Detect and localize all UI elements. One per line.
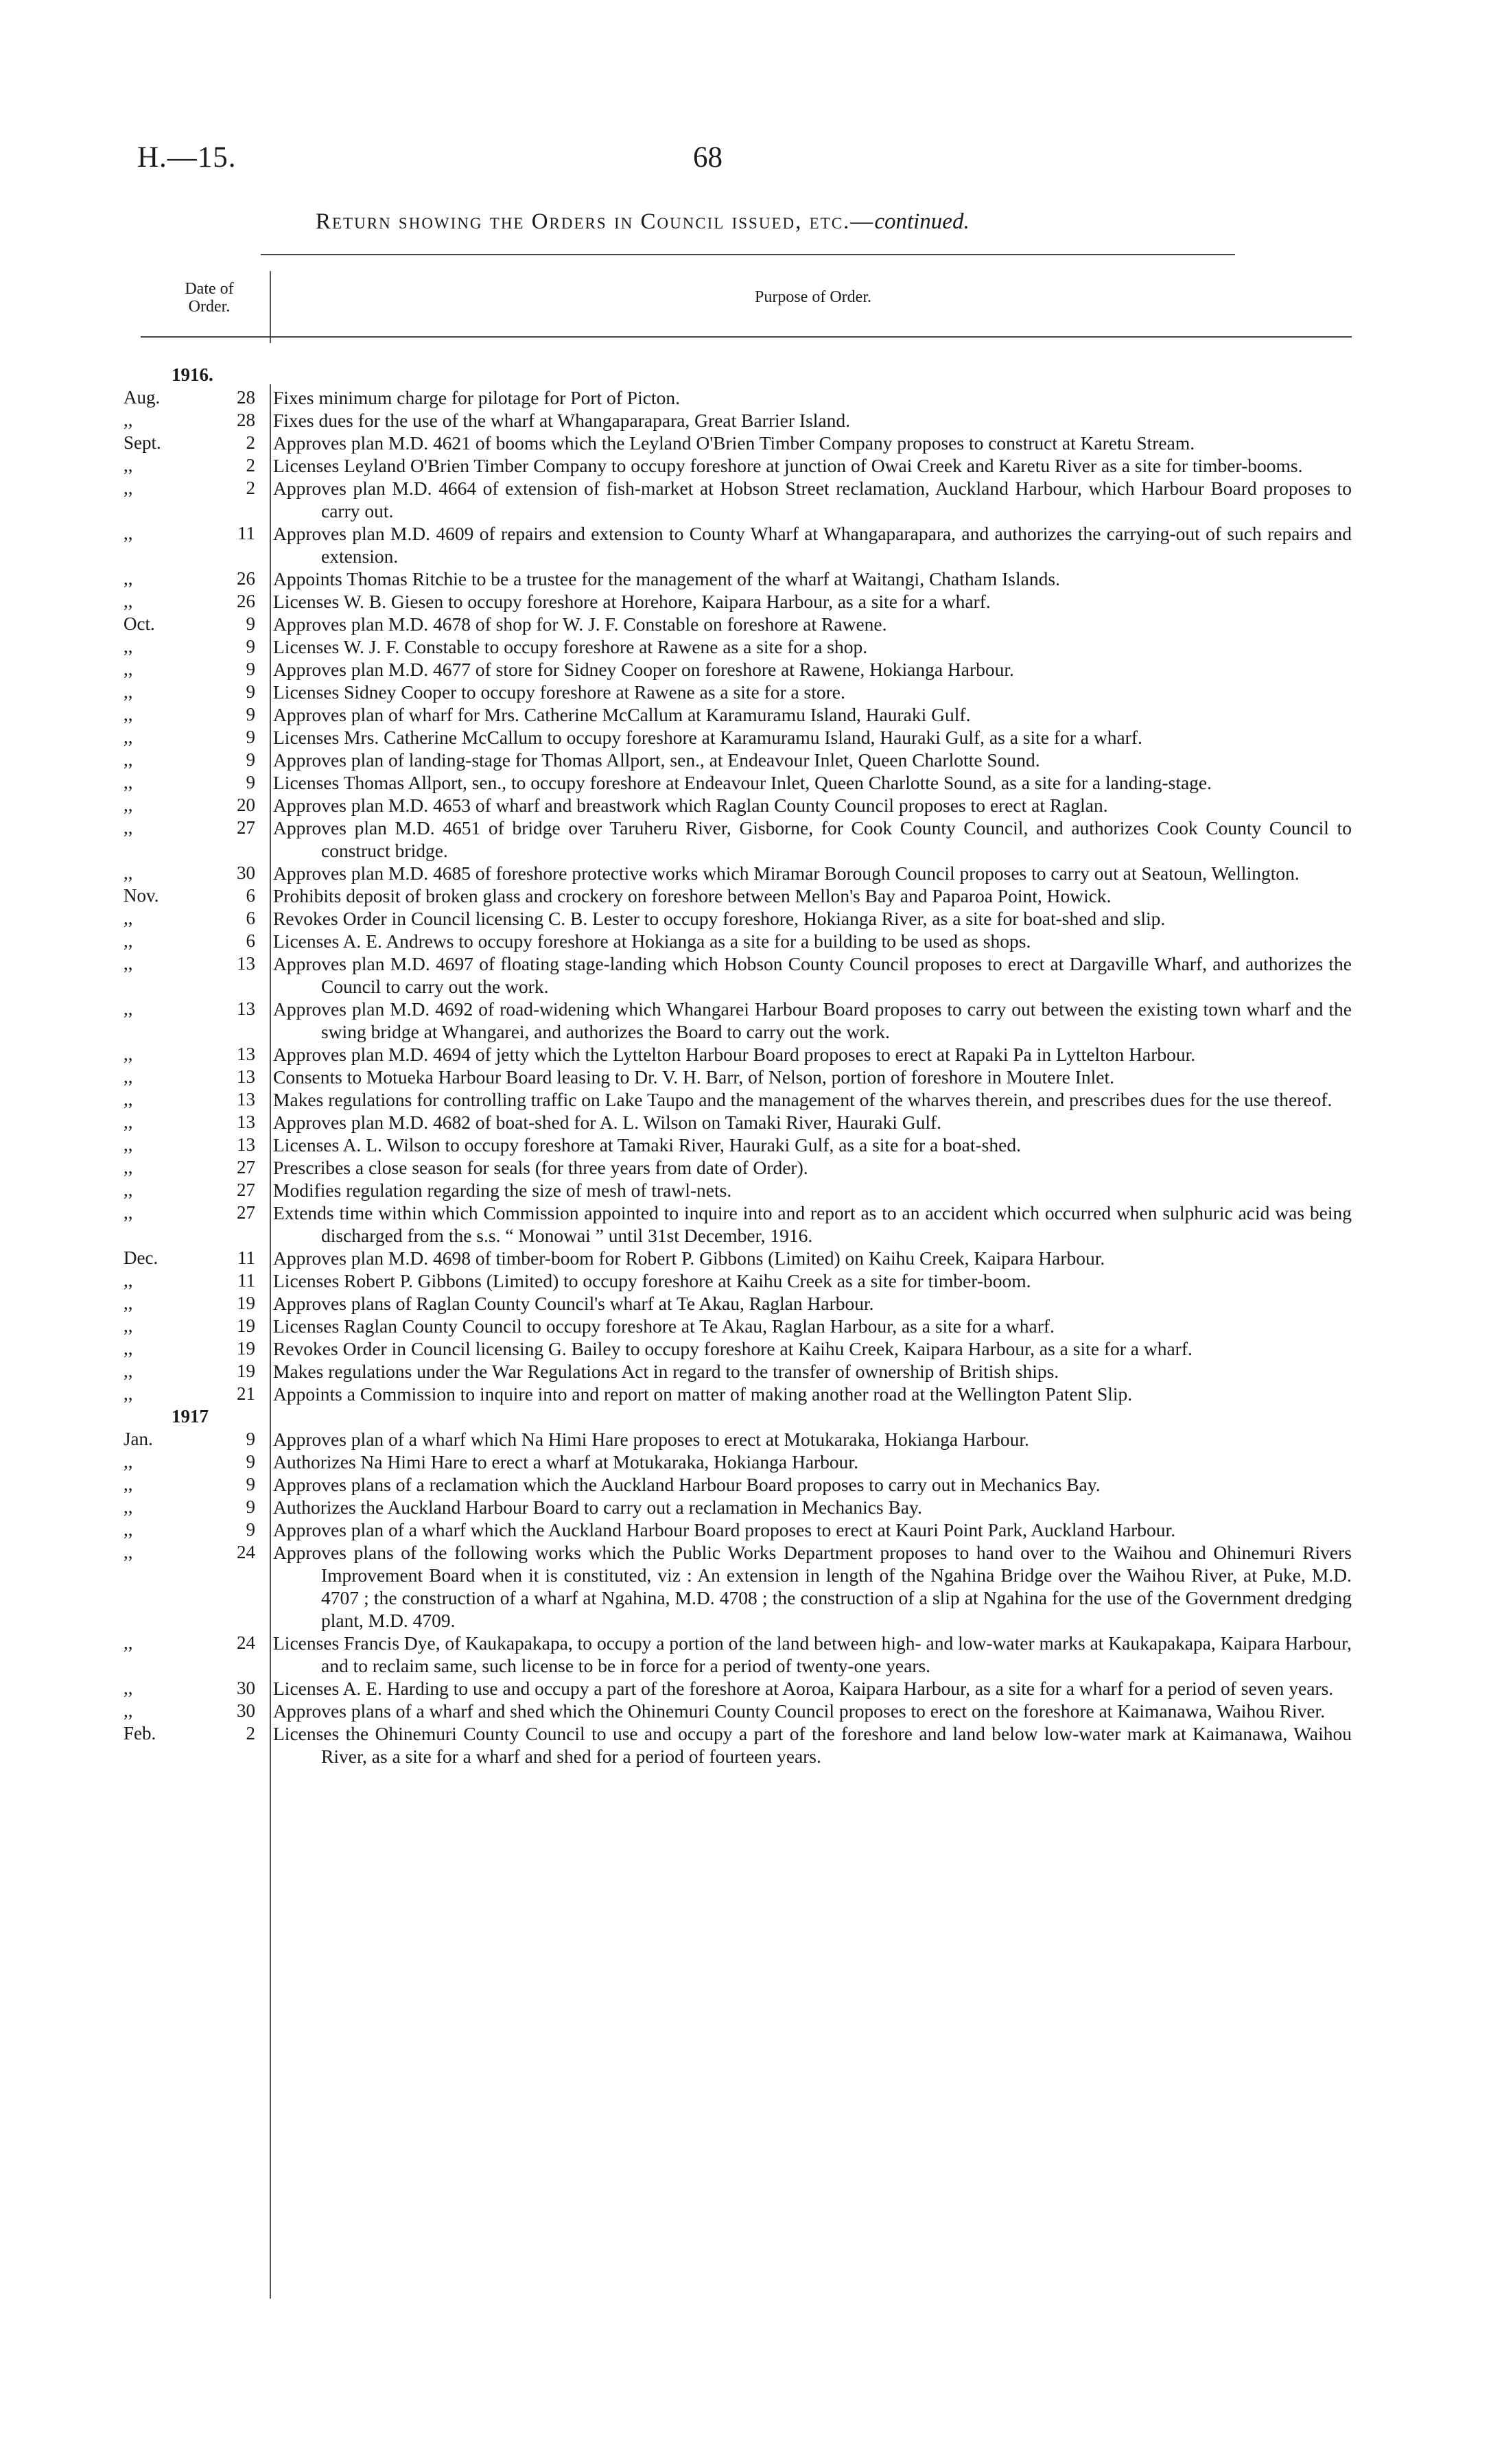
order-day: 9 bbox=[246, 727, 255, 747]
order-day: 6 bbox=[246, 908, 255, 928]
order-month: Dec. bbox=[124, 1247, 159, 1268]
order-date bbox=[124, 884, 261, 907]
table-row bbox=[124, 884, 1352, 907]
order-purpose: Extends time within which Commission appointed to inquire into and report as to an accident which occurred when sulphuric acid was being discharged from the s.s. “ Monowai ” until 31st December, 1916. bbox=[273, 1202, 1352, 1246]
order-purpose: Approves plans of a wharf and shed which the Ohinemuri County Council proposes to erect on the foreshore at Kaimanawa, Waihou River. bbox=[273, 1700, 1326, 1722]
order-month: ,, bbox=[124, 1202, 133, 1223]
order-day: 24 bbox=[237, 1632, 255, 1653]
order-day: 27 bbox=[237, 1202, 255, 1223]
order-date bbox=[124, 522, 261, 545]
table-row bbox=[124, 1156, 1352, 1179]
order-month: ,, bbox=[124, 1361, 133, 1381]
order-purpose: Approves plan M.D. 4621 of booms which the Leyland O'Brien Timber Company proposes to construct at Karetu Stream. bbox=[273, 432, 1195, 454]
order-date bbox=[124, 952, 261, 975]
order-day: 9 bbox=[246, 772, 255, 793]
order-purpose: Approves plan of wharf for Mrs. Catherine McCallum at Karamuramu Island, Hauraki Gulf. bbox=[273, 704, 971, 725]
order-purpose: Approves plan M.D. 4685 of foreshore protective works which Miramar Borough Council proposes to carry out at Seatoun, Wellington. bbox=[273, 863, 1300, 884]
order-purpose: Approves plan of landing-stage for Thomas Allport, sen., at Endeavour Inlet, Queen Charlotte Sound. bbox=[273, 749, 1040, 771]
order-date bbox=[124, 1156, 261, 1179]
table-row bbox=[124, 749, 1352, 771]
order-date bbox=[124, 1179, 261, 1201]
order-purpose: Approves plan M.D. 4698 of timber-boom for Robert P. Gibbons (Limited) on Kaihu Creek, Kaipara Harbour. bbox=[273, 1247, 1105, 1269]
order-purpose: Licenses the Ohinemuri County Council to use and occupy a part of the foreshore and land below low-water mark at Kaimanawa, Waihou River, as a site for a wharf and shed for a period of fourteen years. bbox=[273, 1723, 1352, 1767]
order-date bbox=[124, 726, 261, 749]
column-header-date: Date of Order. bbox=[185, 280, 234, 316]
table-row bbox=[124, 1496, 1352, 1518]
order-date bbox=[124, 658, 261, 681]
order-day: 13 bbox=[237, 953, 255, 974]
order-day: 9 bbox=[246, 704, 255, 725]
order-day: 13 bbox=[237, 1112, 255, 1132]
table-row bbox=[124, 1269, 1352, 1292]
order-date bbox=[124, 1700, 261, 1722]
order-day: 27 bbox=[237, 817, 255, 838]
order-month: ,, bbox=[124, 795, 133, 815]
order-purpose: Approves plans of the following works which the Public Works Department proposes to hand over to the Waihou and Ohinemuri Rivers Improvement Board when it is constituted, viz : An extension in length of the Ngahina Bridge over the Waihou River, at Puke, M.D. 4707 ; the construction of a wharf at Ngahina, M.D. 4708 ; the construction of a slip at Ngahina for the use of the Government dredging plant, M.D. 4709. bbox=[273, 1542, 1352, 1631]
order-month: ,, bbox=[124, 1293, 133, 1313]
table-row bbox=[124, 1677, 1352, 1700]
order-month: ,, bbox=[124, 1632, 133, 1653]
order-date bbox=[124, 386, 261, 409]
order-purpose: Modifies regulation regarding the size of mesh of trawl-nets. bbox=[273, 1180, 732, 1201]
order-purpose: Licenses Leyland O'Brien Timber Company to occupy foreshore at junction of Owai Creek and Karetu River as a site for timber-booms. bbox=[273, 455, 1303, 476]
order-date bbox=[124, 613, 261, 635]
order-day: 11 bbox=[237, 1247, 255, 1268]
order-day: 11 bbox=[237, 1270, 255, 1291]
order-date bbox=[124, 1201, 261, 1224]
order-month: Jan. bbox=[124, 1429, 153, 1449]
order-purpose: Licenses A. E. Harding to use and occupy a part of the foreshore at Aoroa, Kaipara Harbour, as a site for a wharf for a period of seven years. bbox=[273, 1678, 1334, 1699]
order-month: ,, bbox=[124, 523, 133, 543]
order-date bbox=[124, 1134, 261, 1156]
order-date bbox=[124, 1451, 261, 1473]
table-row bbox=[124, 1201, 1352, 1247]
order-date bbox=[124, 1111, 261, 1134]
order-day: 2 bbox=[246, 432, 255, 453]
order-month: ,, bbox=[124, 863, 133, 883]
order-month: Nov. bbox=[124, 885, 159, 906]
order-month: ,, bbox=[124, 636, 133, 657]
order-purpose: Appoints a Commission to inquire into and report on matter of making another road at the Wellington Patent Slip. bbox=[273, 1383, 1133, 1405]
table-row bbox=[124, 726, 1352, 749]
table-row bbox=[124, 409, 1352, 432]
order-day: 13 bbox=[237, 1066, 255, 1087]
order-month: ,, bbox=[124, 681, 133, 702]
order-day: 21 bbox=[237, 1383, 255, 1404]
table-row bbox=[124, 1247, 1352, 1269]
order-day: 9 bbox=[246, 1497, 255, 1517]
table-row bbox=[124, 1066, 1352, 1088]
order-day: 9 bbox=[246, 613, 255, 634]
document-reference: H.—15. bbox=[137, 141, 237, 174]
table-row bbox=[124, 658, 1352, 681]
order-purpose: Approves plan M.D. 4682 of boat-shed for A. L. Wilson on Tamaki River, Hauraki Gulf. bbox=[273, 1112, 941, 1133]
order-date bbox=[124, 1088, 261, 1111]
order-month: Feb. bbox=[124, 1723, 156, 1744]
order-month: ,, bbox=[124, 568, 133, 589]
year-heading: 1917 bbox=[172, 1406, 209, 1427]
order-purpose: Approves plan M.D. 4697 of floating stage-landing which Hobson County Council proposes to erect at Dargaville Wharf, and authorizes the Council to carry out the work. bbox=[273, 953, 1352, 997]
order-purpose: Revokes Order in Council licensing G. Bailey to occupy foreshore at Kaihu Creek, Kaipara Harbour, as a site for a wharf. bbox=[273, 1338, 1193, 1359]
order-day: 9 bbox=[246, 1451, 255, 1472]
order-day: 9 bbox=[246, 636, 255, 657]
order-date bbox=[124, 1247, 261, 1269]
order-day: 19 bbox=[237, 1338, 255, 1359]
table-title-text: Return showing the Orders in Council issued, etc.— bbox=[316, 209, 875, 234]
order-day: 6 bbox=[246, 930, 255, 951]
order-day: 26 bbox=[237, 568, 255, 589]
table-row bbox=[124, 907, 1352, 930]
order-day: 9 bbox=[246, 749, 255, 770]
order-month: ,, bbox=[124, 1700, 133, 1721]
table-row bbox=[124, 1383, 1352, 1405]
order-month: ,, bbox=[124, 1157, 133, 1177]
order-day: 19 bbox=[237, 1361, 255, 1381]
order-date bbox=[124, 1428, 261, 1451]
orders-table bbox=[124, 364, 1352, 1768]
order-month: ,, bbox=[124, 704, 133, 725]
order-day: 24 bbox=[237, 1542, 255, 1562]
header-top-rule bbox=[261, 254, 1235, 255]
order-purpose: Approves plan M.D. 4678 of shop for W. J. F. Constable on foreshore at Rawene. bbox=[273, 613, 887, 635]
year-heading: 1916. bbox=[172, 364, 213, 385]
order-month: ,, bbox=[124, 1180, 133, 1200]
table-row bbox=[124, 1134, 1352, 1156]
order-purpose: Revokes Order in Council licensing C. B. Lester to occupy foreshore, Hokianga River, as a site for boat-shed and slip. bbox=[273, 908, 1166, 929]
order-date bbox=[124, 1043, 261, 1066]
order-day: 2 bbox=[246, 455, 255, 476]
order-date bbox=[124, 817, 261, 839]
order-day: 9 bbox=[246, 1519, 255, 1540]
table-row bbox=[124, 794, 1352, 817]
order-month: Sept. bbox=[124, 432, 161, 453]
table-row bbox=[124, 1088, 1352, 1111]
order-date bbox=[124, 1722, 261, 1745]
order-date bbox=[124, 454, 261, 477]
order-purpose: Approves plan M.D. 4664 of extension of fish-market at Hobson Street reclamation, Auckland Harbour, which Harbour Board proposes to carry out. bbox=[273, 478, 1352, 521]
order-purpose: Licenses W. B. Giesen to occupy foreshore at Horehore, Kaipara Harbour, as a site for a wharf. bbox=[273, 591, 991, 612]
header-bottom-rule bbox=[141, 336, 1352, 338]
table-row bbox=[124, 703, 1352, 726]
order-day: 30 bbox=[237, 1700, 255, 1721]
order-purpose: Licenses Francis Dye, of Kaukapakapa, to occupy a portion of the land between high- and low-water marks at Kaukapakapa, Kaipara Harbour, and to reclaim same, such license to be in force for a period of twenty-one years. bbox=[273, 1632, 1352, 1676]
order-date bbox=[124, 907, 261, 930]
table-row bbox=[124, 817, 1352, 862]
order-purpose: Authorizes the Auckland Harbour Board to carry out a reclamation in Mechanics Bay. bbox=[273, 1497, 922, 1518]
order-month: ,, bbox=[124, 659, 133, 679]
column-header-purpose: Purpose of Order. bbox=[755, 288, 871, 306]
order-purpose: Approves plan of a wharf which the Auckland Harbour Board proposes to erect at Kauri Point Park, Auckland Harbour. bbox=[273, 1519, 1176, 1540]
table-row bbox=[124, 1541, 1352, 1632]
order-month: ,, bbox=[124, 1383, 133, 1404]
order-day: 2 bbox=[246, 478, 255, 498]
table-row bbox=[124, 1428, 1352, 1451]
order-month: ,, bbox=[124, 1134, 133, 1155]
table-row bbox=[124, 386, 1352, 409]
table-row bbox=[124, 1179, 1352, 1201]
order-month: ,, bbox=[124, 591, 133, 611]
order-month: ,, bbox=[124, 953, 133, 974]
order-date bbox=[124, 1269, 261, 1292]
order-date bbox=[124, 794, 261, 817]
order-purpose: Licenses Robert P. Gibbons (Limited) to occupy foreshore at Kaihu Creek as a site for timber-boom. bbox=[273, 1270, 1031, 1291]
table-row bbox=[124, 862, 1352, 884]
order-month: ,, bbox=[124, 410, 133, 430]
table-row bbox=[124, 522, 1352, 567]
order-purpose: Approves plan of a wharf which Na Himi Hare proposes to erect at Motukaraka, Hokianga Harbour. bbox=[273, 1429, 1029, 1450]
order-date bbox=[124, 1066, 261, 1088]
table-row bbox=[124, 952, 1352, 998]
table-row bbox=[124, 477, 1352, 522]
order-month: ,, bbox=[124, 1497, 133, 1517]
order-purpose: Licenses W. J. F. Constable to occupy foreshore at Rawene as a site for a shop. bbox=[273, 636, 868, 657]
order-month: ,, bbox=[124, 908, 133, 928]
order-purpose: Approves plan M.D. 4692 of road-widening which Whangarei Harbour Board proposes to carry out between the existing town wharf and the swing bridge at Whangarei, and authorizes the Board to carry out the work. bbox=[273, 998, 1352, 1042]
order-purpose: Approves plan M.D. 4694 of jetty which the Lyttelton Harbour Board proposes to erect at Rapaki Pa in Lyttelton Harbour. bbox=[273, 1044, 1196, 1065]
table-row bbox=[124, 1111, 1352, 1134]
order-day: 19 bbox=[237, 1293, 255, 1313]
order-month: ,, bbox=[124, 1451, 133, 1472]
page-number: 68 bbox=[693, 141, 723, 174]
order-purpose: Fixes minimum charge for pilotage for Port of Picton. bbox=[273, 387, 680, 408]
table-row bbox=[124, 930, 1352, 952]
order-month: ,, bbox=[124, 998, 133, 1019]
header-divider bbox=[270, 271, 271, 343]
order-purpose: Licenses Mrs. Catherine McCallum to occupy foreshore at Karamuramu Island, Hauraki Gulf, as a site for a wharf. bbox=[273, 727, 1142, 748]
order-date bbox=[124, 862, 261, 884]
order-purpose: Licenses Raglan County Council to occupy foreshore at Te Akau, Raglan Harbour, as a site for a wharf. bbox=[273, 1315, 1055, 1337]
order-day: 13 bbox=[237, 1134, 255, 1155]
table-row bbox=[124, 1473, 1352, 1496]
order-date bbox=[124, 409, 261, 432]
order-month: ,, bbox=[124, 1474, 133, 1494]
order-purpose: Approves plans of Raglan County Council's wharf at Te Akau, Raglan Harbour. bbox=[273, 1293, 874, 1314]
order-date bbox=[124, 998, 261, 1020]
order-month: ,, bbox=[124, 817, 133, 838]
order-date bbox=[124, 1315, 261, 1337]
order-month: ,, bbox=[124, 1519, 133, 1540]
order-purpose: Approves plan M.D. 4653 of wharf and breastwork which Raglan County Council proposes to erect at Raglan. bbox=[273, 795, 1108, 816]
order-date bbox=[124, 432, 261, 454]
order-month: Aug. bbox=[124, 387, 161, 408]
order-purpose: Makes regulations for controlling traffic on Lake Taupo and the management of the wharves therein, and prescribes dues for the use thereof. bbox=[273, 1089, 1332, 1110]
order-month: Oct. bbox=[124, 613, 155, 634]
order-purpose: Consents to Motueka Harbour Board leasing to Dr. V. H. Barr, of Nelson, portion of foreshore in Moutere Inlet. bbox=[273, 1066, 1114, 1088]
order-purpose: Prohibits deposit of broken glass and crockery on foreshore between Mellon's Bay and Paparoa Point, Howick. bbox=[273, 885, 1112, 906]
order-day: 30 bbox=[237, 1678, 255, 1698]
table-row bbox=[124, 1722, 1352, 1768]
order-date bbox=[124, 590, 261, 613]
table-row bbox=[124, 567, 1352, 590]
order-day: 11 bbox=[237, 523, 255, 543]
order-purpose: Licenses Sidney Cooper to occupy foreshore at Rawene as a site for a store. bbox=[273, 681, 845, 703]
order-purpose: Licenses Thomas Allport, sen., to occupy foreshore at Endeavour Inlet, Queen Charlotte Sound, as a site for a landing-stage. bbox=[273, 772, 1212, 793]
table-row bbox=[124, 771, 1352, 794]
order-date bbox=[124, 1360, 261, 1383]
order-month: ,, bbox=[124, 455, 133, 476]
table-row bbox=[124, 1337, 1352, 1360]
order-date bbox=[124, 1473, 261, 1496]
order-date bbox=[124, 749, 261, 771]
order-month: ,, bbox=[124, 930, 133, 951]
order-month: ,, bbox=[124, 772, 133, 793]
order-purpose: Approves plan M.D. 4609 of repairs and extension to County Wharf at Whangaparapara, and authorizes the carrying-out of such repairs and extension. bbox=[273, 523, 1352, 567]
order-date bbox=[124, 1632, 261, 1654]
table-row bbox=[124, 1315, 1352, 1337]
order-day: 13 bbox=[237, 1044, 255, 1064]
order-month: ,, bbox=[124, 749, 133, 770]
order-purpose: Authorizes Na Himi Hare to erect a wharf at Motukaraka, Hokianga Harbour. bbox=[273, 1451, 858, 1472]
order-purpose: Licenses A. L. Wilson to occupy foreshore at Tamaki River, Hauraki Gulf, as a site for a boat-shed. bbox=[273, 1134, 1021, 1155]
order-purpose: Approves plans of a reclamation which the Auckland Harbour Board proposes to carry out in Mechanics Bay. bbox=[273, 1474, 1101, 1495]
order-day: 28 bbox=[237, 387, 255, 408]
order-date bbox=[124, 567, 261, 590]
order-month: ,, bbox=[124, 1315, 133, 1336]
order-purpose: Makes regulations under the War Regulations Act in regard to the transfer of ownership of British ships. bbox=[273, 1361, 1059, 1382]
order-date bbox=[124, 1677, 261, 1700]
order-day: 26 bbox=[237, 591, 255, 611]
table-row bbox=[124, 1360, 1352, 1383]
order-month: ,, bbox=[124, 727, 133, 747]
order-day: 9 bbox=[246, 681, 255, 702]
table-row bbox=[124, 998, 1352, 1043]
order-date bbox=[124, 703, 261, 726]
order-month: ,, bbox=[124, 1542, 133, 1562]
order-date bbox=[124, 1383, 261, 1405]
order-month: ,, bbox=[124, 1066, 133, 1087]
order-day: 9 bbox=[246, 1474, 255, 1494]
table-row bbox=[124, 635, 1352, 658]
order-purpose: Approves plan M.D. 4651 of bridge over Taruheru River, Gisborne, for Cook County Council, and authorizes Cook County Council to construct bridge. bbox=[273, 817, 1352, 861]
order-month: ,, bbox=[124, 1089, 133, 1110]
order-purpose: Approves plan M.D. 4677 of store for Sidney Cooper on foreshore at Rawene, Hokianga Harbour. bbox=[273, 659, 1014, 680]
order-day: 28 bbox=[237, 410, 255, 430]
order-purpose: Appoints Thomas Ritchie to be a trustee for the management of the wharf at Waitangi, Chatham Islands. bbox=[273, 568, 1060, 589]
order-date bbox=[124, 771, 261, 794]
order-month: ,, bbox=[124, 478, 133, 498]
order-date bbox=[124, 477, 261, 500]
order-day: 20 bbox=[237, 795, 255, 815]
order-day: 13 bbox=[237, 998, 255, 1019]
order-month: ,, bbox=[124, 1270, 133, 1291]
order-date bbox=[124, 1337, 261, 1360]
table-title-continued: continued. bbox=[874, 209, 970, 234]
order-day: 27 bbox=[237, 1180, 255, 1200]
order-day: 30 bbox=[237, 863, 255, 883]
table-row bbox=[124, 1518, 1352, 1541]
table-row bbox=[124, 681, 1352, 703]
order-day: 27 bbox=[237, 1157, 255, 1177]
order-date bbox=[124, 681, 261, 703]
order-purpose: Fixes dues for the use of the wharf at Whangaparapara, Great Barrier Island. bbox=[273, 410, 850, 431]
table-row bbox=[124, 613, 1352, 635]
table-row bbox=[124, 1451, 1352, 1473]
order-date bbox=[124, 1292, 261, 1315]
order-purpose: Prescribes a close season for seals (for three years from date of Order). bbox=[273, 1157, 808, 1178]
order-month: ,, bbox=[124, 1044, 133, 1064]
order-day: 19 bbox=[237, 1315, 255, 1336]
order-date bbox=[124, 930, 261, 952]
order-date bbox=[124, 1541, 261, 1564]
table-row bbox=[124, 454, 1352, 477]
order-day: 9 bbox=[246, 659, 255, 679]
order-month: ,, bbox=[124, 1678, 133, 1698]
order-date bbox=[124, 635, 261, 658]
table-row bbox=[124, 590, 1352, 613]
order-date bbox=[124, 1518, 261, 1541]
table-row bbox=[124, 432, 1352, 454]
table-row bbox=[124, 1292, 1352, 1315]
table-row bbox=[124, 1700, 1352, 1722]
order-day: 6 bbox=[246, 885, 255, 906]
order-month: ,, bbox=[124, 1338, 133, 1359]
order-date bbox=[124, 1496, 261, 1518]
table-row bbox=[124, 1043, 1352, 1066]
table-row bbox=[124, 1632, 1352, 1677]
order-month: ,, bbox=[124, 1112, 133, 1132]
order-day: 9 bbox=[246, 1429, 255, 1449]
table-title bbox=[316, 209, 970, 235]
order-day: 13 bbox=[237, 1089, 255, 1110]
order-day: 2 bbox=[246, 1723, 255, 1744]
order-purpose: Licenses A. E. Andrews to occupy foreshore at Hokianga as a site for a building to be used as shops. bbox=[273, 930, 1031, 952]
